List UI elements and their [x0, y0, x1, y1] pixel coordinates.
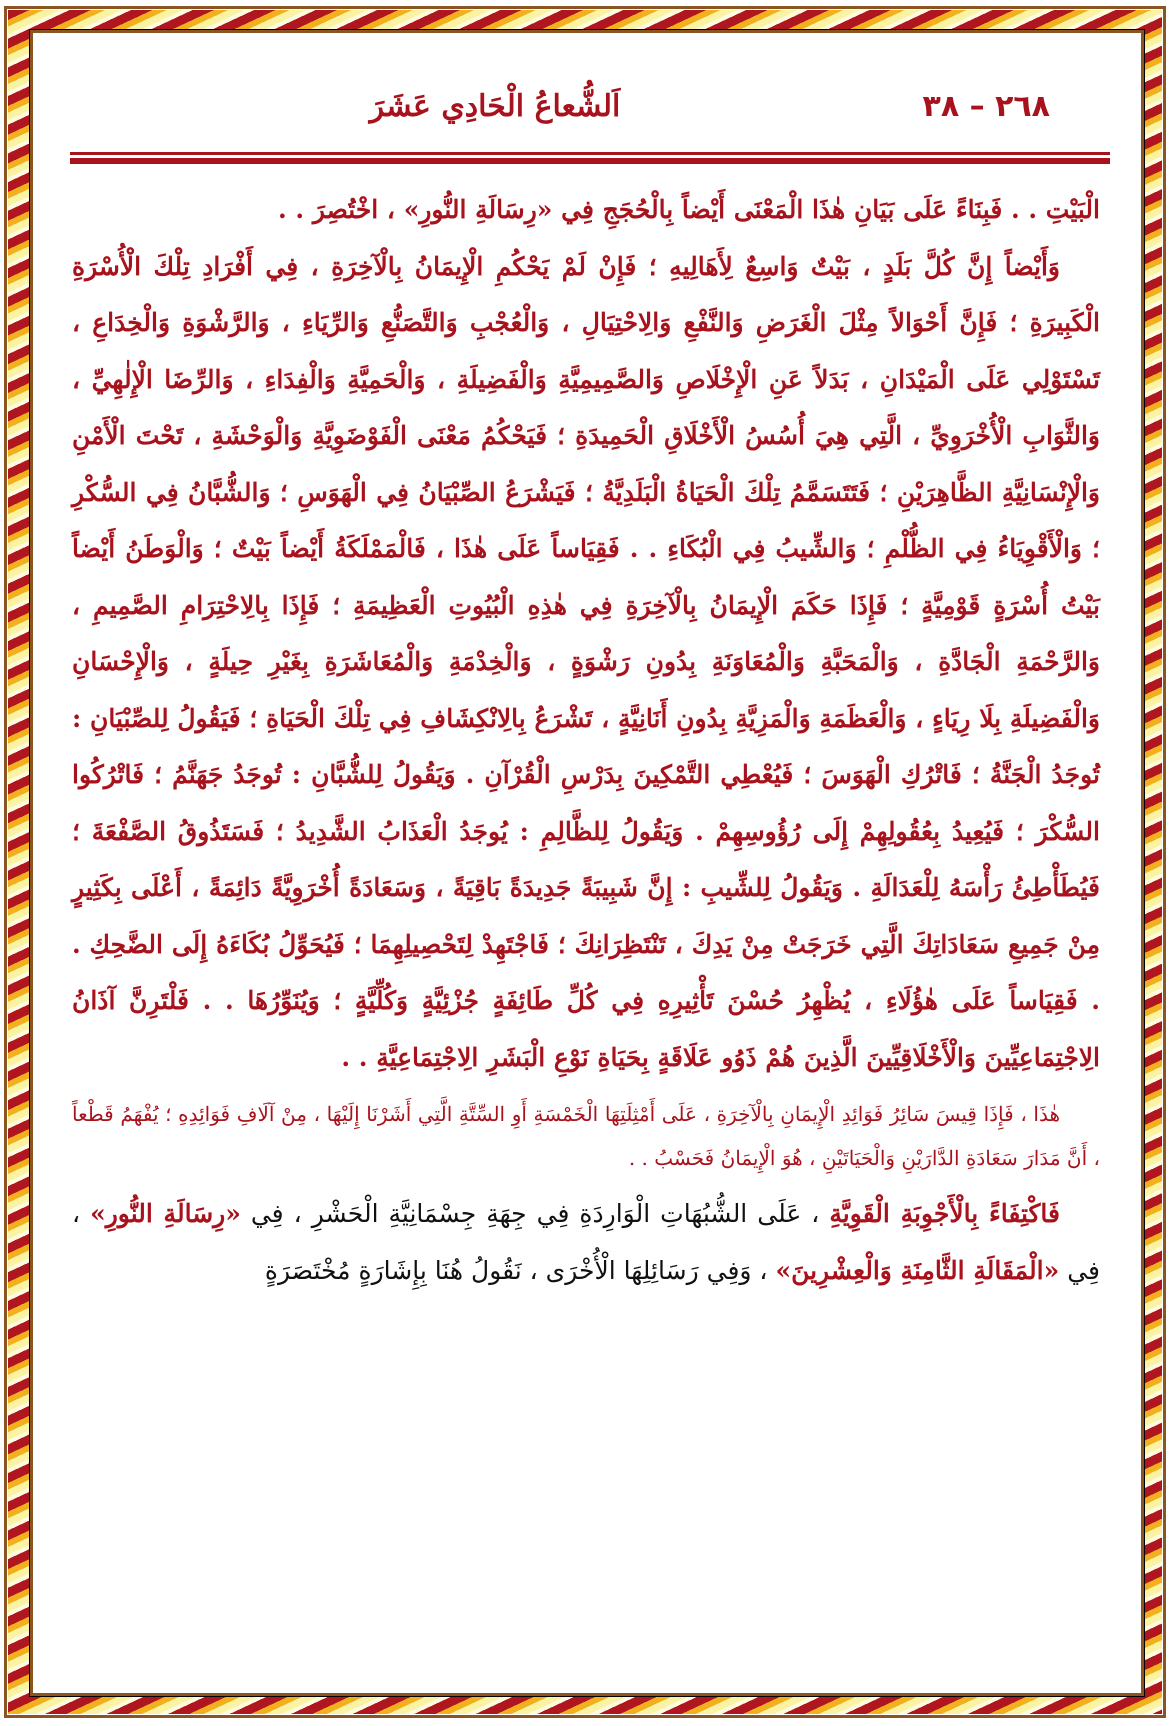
reference-risale-nur: «رِسَالَةِ النُّورِ» [90, 1199, 241, 1228]
paragraph-closing [72, 1186, 1100, 1299]
paragraph-summary: هٰذَا ، فَإِذَا قِيسَ سَائِرُ فَوَائِدِ الْإِيمَانِ بِالْآخِرَةِ ، عَلَى أَمْثِلَتِهَا الْخَمْسَةِ أَوِ السِّتَّةِ الَّتِي أَشَرْنَا إِلَيْهَا ، مِنْ آلَافِ فَوَائِدِهِ ؛ يُفْهَمُ قَطْعاً ، أَنَّ مَدَارَ سَعَادَةِ الدَّارَيْنِ وَالْحَيَاتَيْنِ ، هُوَ الْإِيمَانُ فَحَسْبُ . . [72, 1102, 1100, 1170]
reference-28th-word: «الْمَقَالَةِ الثَّامِنَةِ وَالْعِشْرِينَ» [775, 1255, 1060, 1285]
paragraph-continuation: الْبَيْتِ . . فَبِنَاءً عَلَى بَيَانِ هٰذَا الْمَعْنَى أَيْضاً بِالْحُجَجِ فِي «رِسَالَةِ النُّورِ» ، اخْتُصِرَ . . [278, 195, 1100, 224]
phrase-other-treatises: ، وَفِي رَسَائِلِهَا الْأُخْرَى ، نَقُولُ هُنَا بِإِشَارَةٍ مُخْتَصَرَةٍ [264, 1255, 776, 1285]
phrase-strong-answers: فَاكْتِفَاءً بِالْأَجْوِبَةِ الْقَوِيَّةِ [829, 1199, 1060, 1228]
header-rule-thin [70, 152, 1110, 155]
header-rule-thick [70, 158, 1110, 164]
body-text [60, 182, 1110, 1299]
phrase-in: ، فِي [72, 1199, 1100, 1285]
page-number: ٢٦٨ – ٣٨ [922, 88, 1050, 124]
page-header [60, 70, 1110, 142]
paragraph-main: وَأَيْضاً إِنَّ كُلَّ بَلَدٍ ، بَيْتٌ وَاسِعٌ لِأَهَالِيهِ ؛ فَإِنْ لَمْ يَحْكُمِ الْإِيمَانُ بِالْآخِرَةِ ، فِي أَفْرَادِ تِلْكَ الْأُسْرَةِ الْكَبِيرَةِ ؛ فَإِنَّ أَحْوَالاً مِثْلَ الْغَرَضِ وَالنَّفْعِ وَالِاحْتِيَالِ ، وَالْعُجْبِ وَالتَّصَنُّعِ وَالرِّيَاءِ ، وَالرَّشْوَةِ وَالْخِدَاعِ ، تَسْتَوْلِي عَلَى الْمَيْدَانِ ، بَدَلاً عَنِ الْإِخْلَاصِ وَالصَّمِيمِيَّةِ وَالْفَضِيلَةِ ، وَالْحَمِيَّةِ وَالْفِدَاءِ ، وَالرِّضَا الْإِلٰهِيِّ ، وَالثَّوَابِ الْأُخْرَوِيِّ ، الَّتِي هِيَ أُسُسُ الْأَخْلَاقِ الْحَمِيدَةِ ؛ فَيَحْكُمُ مَعْنَى الْفَوْضَوِيَّةِ وَالْوَحْشَةِ ، تَحْتَ الْأَمْنِ وَالْإِنْسَانِيَّةِ الظَّاهِرَيْنِ ؛ فَتَتَسَمَّمُ تِلْكَ الْحَيَاةُ الْبَلَدِيَّةُ ؛ فَيَشْرَعُ الصِّبْيَانُ فِي الْهَوَسِ ؛ وَالشُّبَّانُ فِي السُّكْرِ ؛ وَالْأَقْوِيَاءُ فِي الظُّلْمِ ؛ وَالشِّيبُ فِي الْبُكَاءِ . . فَقِيَاساً عَلَى هٰذَا ، فَالْمَمْلَكَةُ أَيْضاً بَيْتٌ ؛ وَالْوَطَنُ أَيْضاً بَيْتُ أُسْرَةٍ قَوْمِيَّةٍ ؛ فَإِذَا حَكَمَ الْإِيمَانُ بِالْآخِرَةِ فِي هٰذِهِ الْبُيُوتِ الْعَظِيمَةِ ؛ فَإِذَا بِالِاحْتِرَامِ الصَّمِيمِ ، وَالرَّحْمَةِ الْجَادَّةِ ، وَالْمَحَبَّةِ وَالْمُعَاوَنَةِ بِدُونِ رَشْوَةٍ ، وَالْخِدْمَةِ وَالْمُعَاشَرَةِ بِغَيْرِ حِيلَةٍ ، وَالْإِحْسَانِ وَالْفَضِيلَةِ بِلَا رِيَاءٍ ، وَالْعَظَمَةِ وَالْمَزِيَّةِ بِدُونِ أَنَانِيَّةٍ ، تَشْرَعُ بِالِانْكِشَافِ فِي تِلْكَ الْحَيَاةِ ؛ فَيَقُولُ لِلصِّبْيَانِ : تُوجَدُ الْجَنَّةُ ؛ فَاتْرُكِ الْهَوَسَ ؛ فَيُعْطِي التَّمْكِينَ بِدَرْسِ الْقُرْآنِ . وَيَقُولُ لِلشُّبَّانِ : تُوجَدُ جَهَنَّمُ ؛ فَاتْرُكُوا السُّكْرَ ؛ فَيُعِيدُ بِعُقُولِهِمْ إِلَى رُؤُوسِهِمْ . وَيَقُولُ لِلظَّالِمِ : يُوجَدُ الْعَذَابُ الشَّدِيدُ ؛ فَسَتَذُوقُ الصَّفْعَةَ ؛ فَيُطَأْطِئُ رَأْسَهُ لِلْعَدَالَةِ . وَيَقُولُ لِلشِّيبِ : إِنَّ شَبِيبَةً جَدِيدَةً بَاقِيَةً ، وَسَعَادَةً أُخْرَوِيَّةً دَائِمَةً ، أَعْلَى بِكَثِيرٍ مِنْ جَمِيعِ سَعَادَاتِكَ الَّتِي خَرَجَتْ مِنْ يَدِكَ ، تَنْتَظِرَانِكَ ؛ فَاجْتَهِدْ لِتَحْصِيلِهِمَا ؛ فَيُحَوِّلُ بُكَاءَهُ إِلَى الضَّحِكِ . . فَقِيَاساً عَلَى هٰؤُلَاءِ ، يُظْهِرُ حُسْنَ تَأْثِيرِهِ فِي كُلِّ طَائِفَةٍ جُزْئِيَّةٍ وَكُلِّيَّةٍ ؛ وَيُنَوِّرُهَا . . فَلْتَرِنَّ آذَانُ الِاجْتِمَاعِيِّينَ وَالْأَخْلَاقِيِّينَ الَّذِينَ هُمْ ذَوُو عَلَاقَةٍ بِحَيَاةِ نَوْعِ الْبَشَرِ الِاجْتِمَاعِيَّةِ . . [72, 251, 1100, 1072]
chapter-title: اَلشُّعاعُ الْحَادِي عَشَرَ [369, 88, 621, 124]
phrase-objections: ، عَلَى الشُّبُهَاتِ الْوَارِدَةِ فِي جِهَةِ جِسْمَانِيَّةِ الْحَشْرِ ، فِي [240, 1199, 830, 1228]
book-page [60, 70, 1110, 1299]
